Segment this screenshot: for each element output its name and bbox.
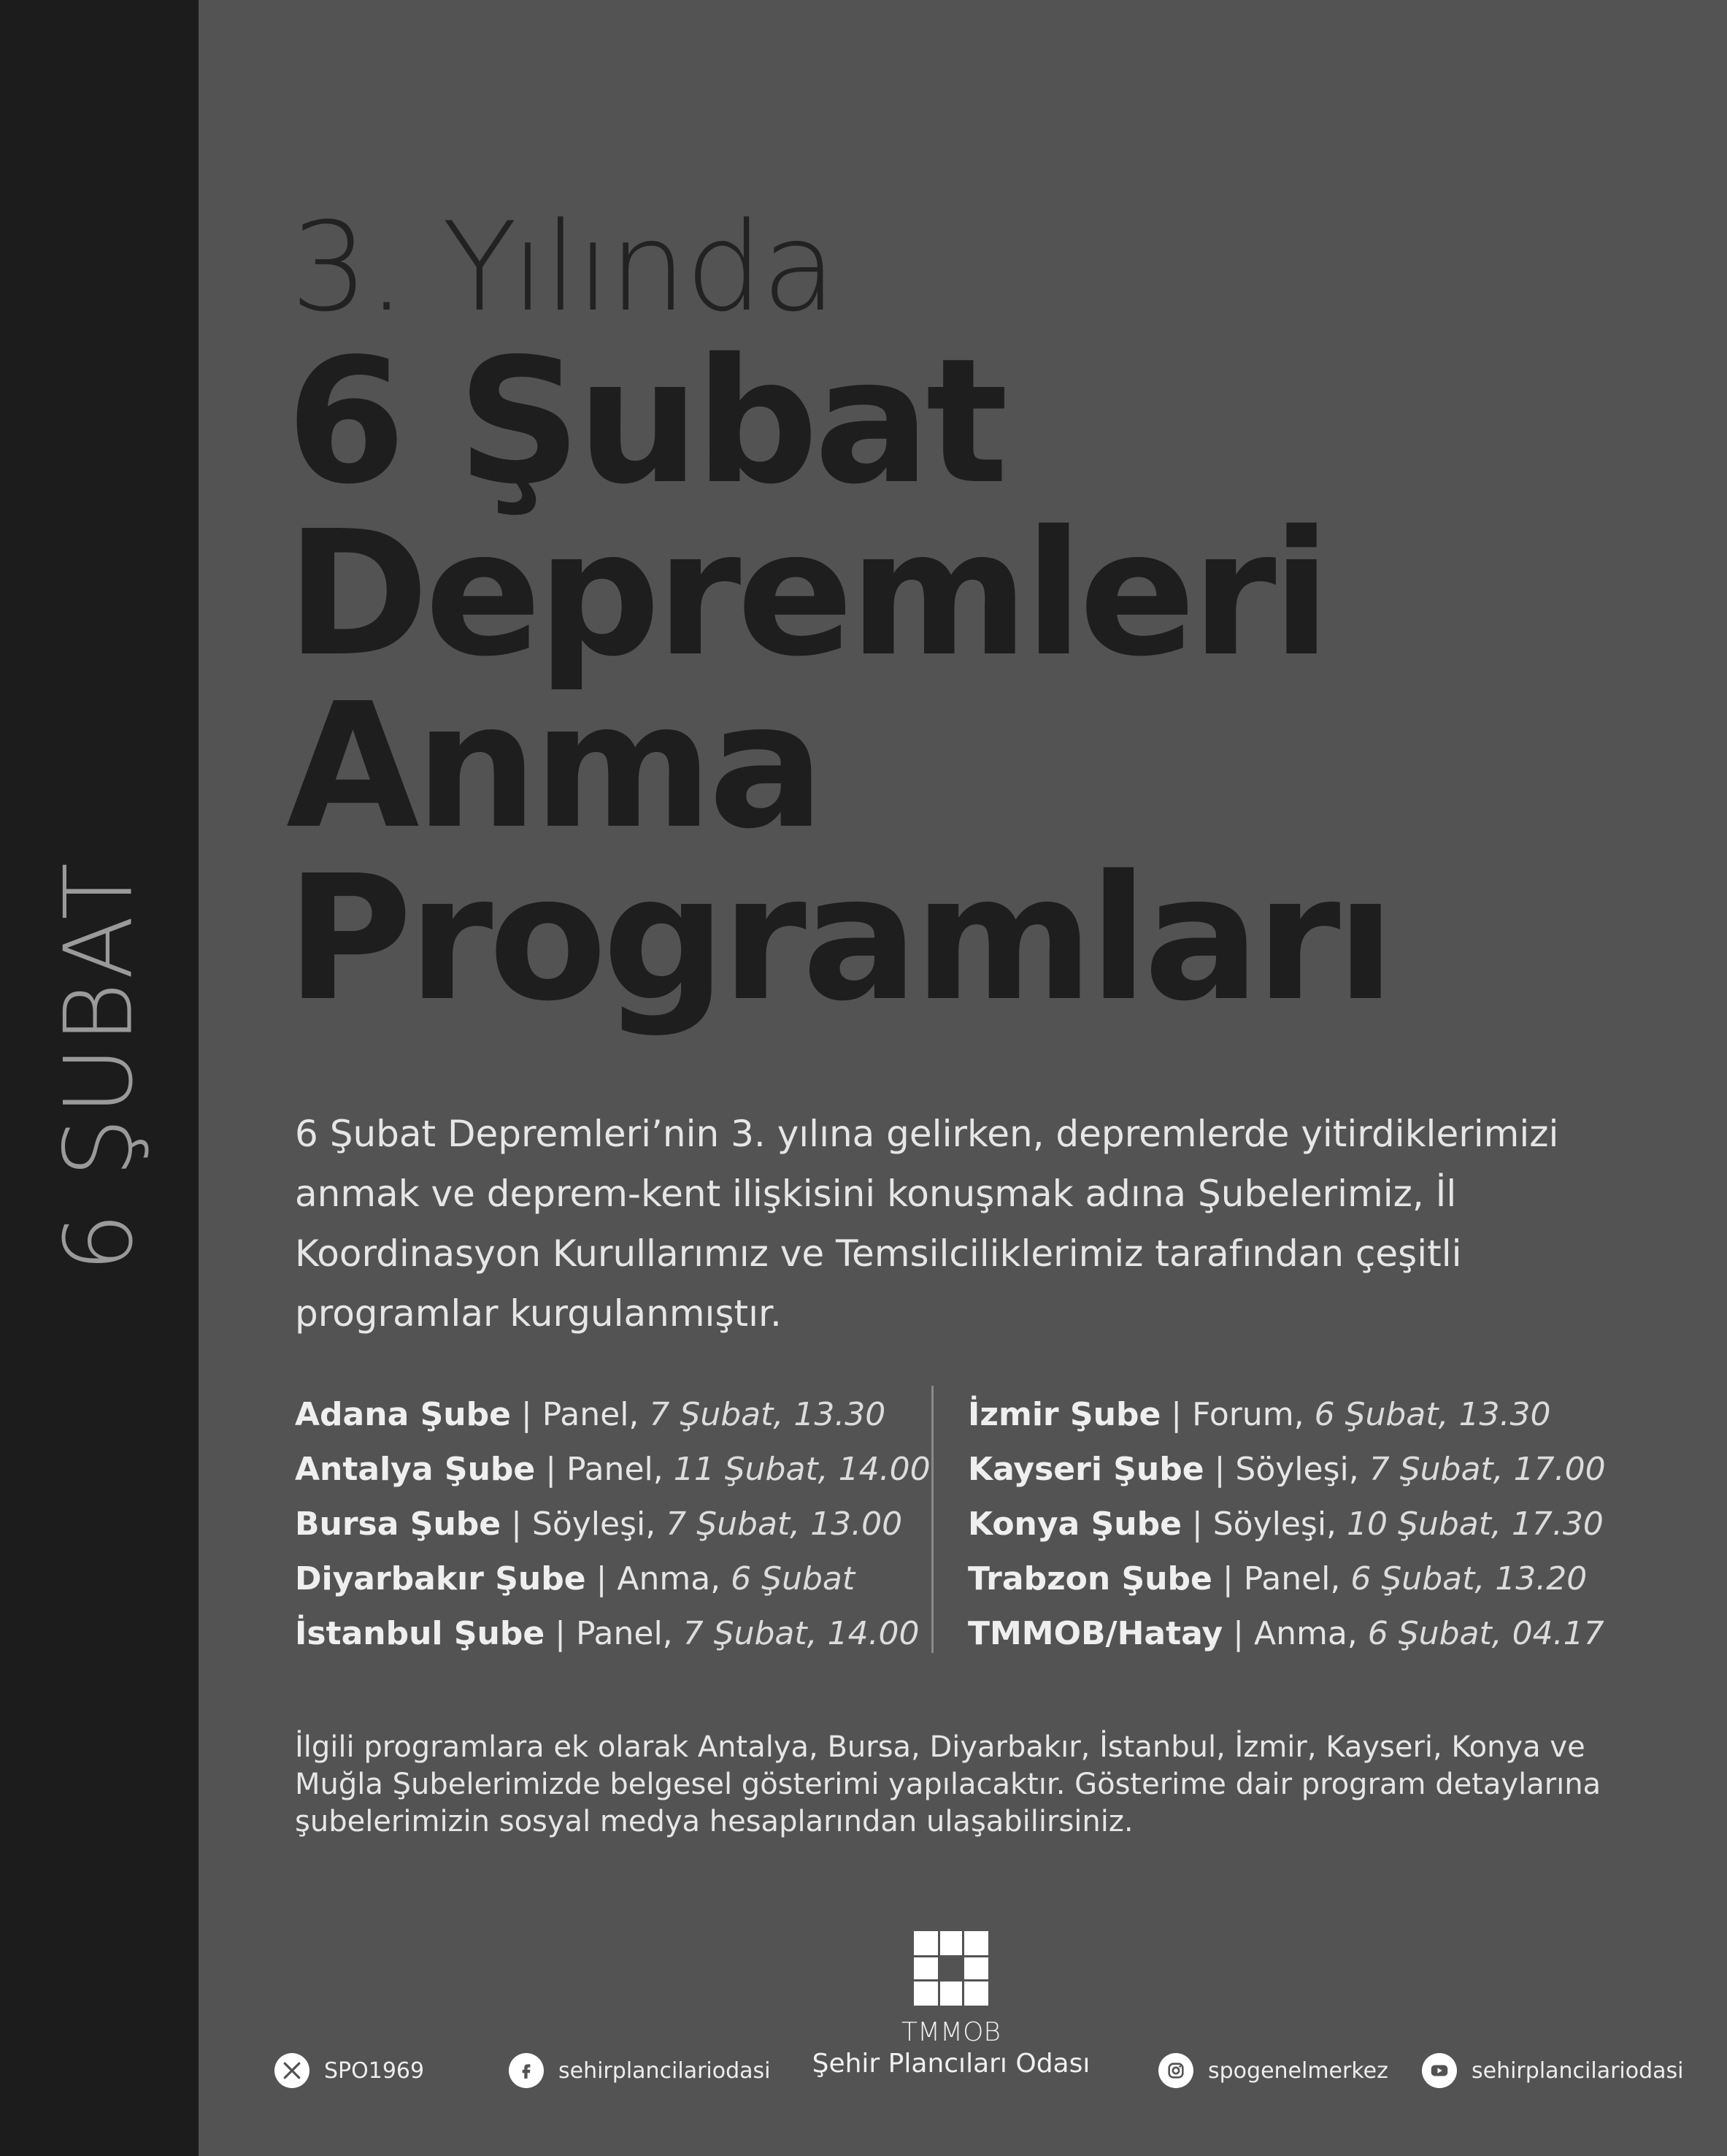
events-list-left	[295, 1387, 931, 1661]
sidebar	[0, 0, 199, 2156]
event-row	[295, 1497, 931, 1551]
event-date: 7 Şubat, 13.30	[649, 1396, 886, 1433]
title-line-2: Depremleri	[286, 494, 1327, 694]
page-subtitle: 3. Yılında	[291, 196, 836, 339]
intro-line: 6 Şubat Depremleri’nin 3. yılına gelirken, depremlerde yitirdiklerimizi	[295, 1113, 1559, 1155]
spo-logo-icon	[914, 1931, 988, 2006]
youtube-icon	[1422, 2053, 1457, 2088]
social-handle: spogenelmerkez	[1208, 2057, 1388, 2084]
event-branch: TMMOB/Hatay	[968, 1615, 1223, 1652]
event-type: | Panel,	[510, 1396, 650, 1433]
event-branch: Adana Şube	[295, 1396, 511, 1433]
footnote-paragraph	[295, 1729, 1667, 1841]
facebook-icon	[509, 2053, 544, 2088]
sidebar-vertical-label: 6 ŞUBAT	[45, 859, 154, 1273]
event-type: | Panel,	[535, 1451, 674, 1488]
event-date: 6 Şubat, 04.17	[1367, 1615, 1604, 1652]
event-date: 7 Şubat, 13.00	[666, 1505, 903, 1543]
events-list-right	[968, 1387, 1606, 1661]
event-row	[295, 1606, 931, 1661]
event-date: 11 Şubat, 14.00	[673, 1451, 931, 1488]
event-type: | Anma,	[585, 1560, 731, 1597]
event-row	[295, 1442, 931, 1497]
title-line-1: 6 Şubat	[286, 321, 1004, 522]
event-branch: İzmir Şube	[968, 1396, 1161, 1433]
event-row	[295, 1387, 931, 1442]
event-row	[968, 1497, 1606, 1551]
event-branch: Diyarbakır Şube	[295, 1560, 586, 1597]
event-date: 6 Şubat, 13.30	[1314, 1396, 1551, 1433]
event-branch: Trabzon Şube	[968, 1560, 1212, 1597]
social-facebook[interactable]	[509, 2053, 771, 2088]
events-divider	[931, 1386, 934, 1653]
title-line-3: Anma	[286, 666, 820, 867]
note-line: Muğla Şubelerimizde belgesel gösterimi yapılacaktır. Gösterime dair program detaylarına	[295, 1768, 1601, 1801]
intro-paragraph	[295, 1104, 1638, 1343]
logo-org-line1: TMMOB	[901, 2017, 1001, 2047]
social-instagram[interactable]	[1158, 2053, 1388, 2088]
social-x[interactable]	[274, 2053, 424, 2088]
event-branch: Kayseri Şube	[968, 1451, 1204, 1488]
event-date: 6 Şubat	[731, 1560, 855, 1597]
x-icon	[274, 2053, 309, 2088]
social-handle: SPO1969	[324, 2057, 425, 2084]
event-row	[968, 1606, 1606, 1661]
event-type: | Panel,	[1212, 1560, 1351, 1597]
event-branch: İstanbul Şube	[295, 1615, 545, 1652]
social-handle: sehirplancilariodasi	[558, 2057, 771, 2084]
event-branch: Konya Şube	[968, 1505, 1182, 1543]
title-line-4: Programları	[286, 838, 1391, 1039]
social-handle: sehirplancilariodasi	[1472, 2057, 1684, 2084]
event-branch: Bursa Şube	[295, 1505, 501, 1543]
event-type: | Söyleşi,	[1181, 1505, 1347, 1543]
logo-org-line2: Şehir Plancıları Odası	[812, 2049, 1091, 2079]
event-type: | Söyleşi,	[1204, 1451, 1369, 1488]
event-row	[968, 1442, 1606, 1497]
event-date: 7 Şubat, 14.00	[682, 1615, 920, 1652]
event-type: | Söyleşi,	[501, 1505, 666, 1543]
event-type: | Forum,	[1161, 1396, 1315, 1433]
event-date: 10 Şubat, 17.30	[1347, 1505, 1604, 1543]
event-type: | Anma,	[1223, 1615, 1368, 1652]
instagram-icon	[1158, 2053, 1193, 2088]
event-row	[968, 1387, 1606, 1442]
intro-line: anmak ve deprem-kent ilişkisini konuşmak adına Şubelerimiz, İl	[295, 1173, 1457, 1215]
page-title	[286, 321, 1391, 1039]
intro-line: Koordinasyon Kurullarımız ve Temsilciliklerimiz tarafından çeşitli	[295, 1232, 1462, 1275]
event-row	[968, 1551, 1606, 1606]
event-date: 6 Şubat, 13.20	[1350, 1560, 1588, 1597]
note-line: şubelerimizin sosyal medya hesaplarından ulaşabilirsiniz.	[295, 1805, 1134, 1838]
event-row	[295, 1551, 931, 1606]
event-type: | Panel,	[545, 1615, 683, 1652]
event-branch: Antalya Şube	[295, 1451, 536, 1488]
note-line: İlgili programlara ek olarak Antalya, Bursa, Diyarbakır, İstanbul, İzmir, Kayseri, Konya ve	[295, 1730, 1585, 1764]
event-date: 7 Şubat, 17.00	[1369, 1451, 1606, 1488]
intro-line: programlar kurgulanmıştır.	[295, 1292, 782, 1335]
social-youtube[interactable]	[1422, 2053, 1684, 2088]
